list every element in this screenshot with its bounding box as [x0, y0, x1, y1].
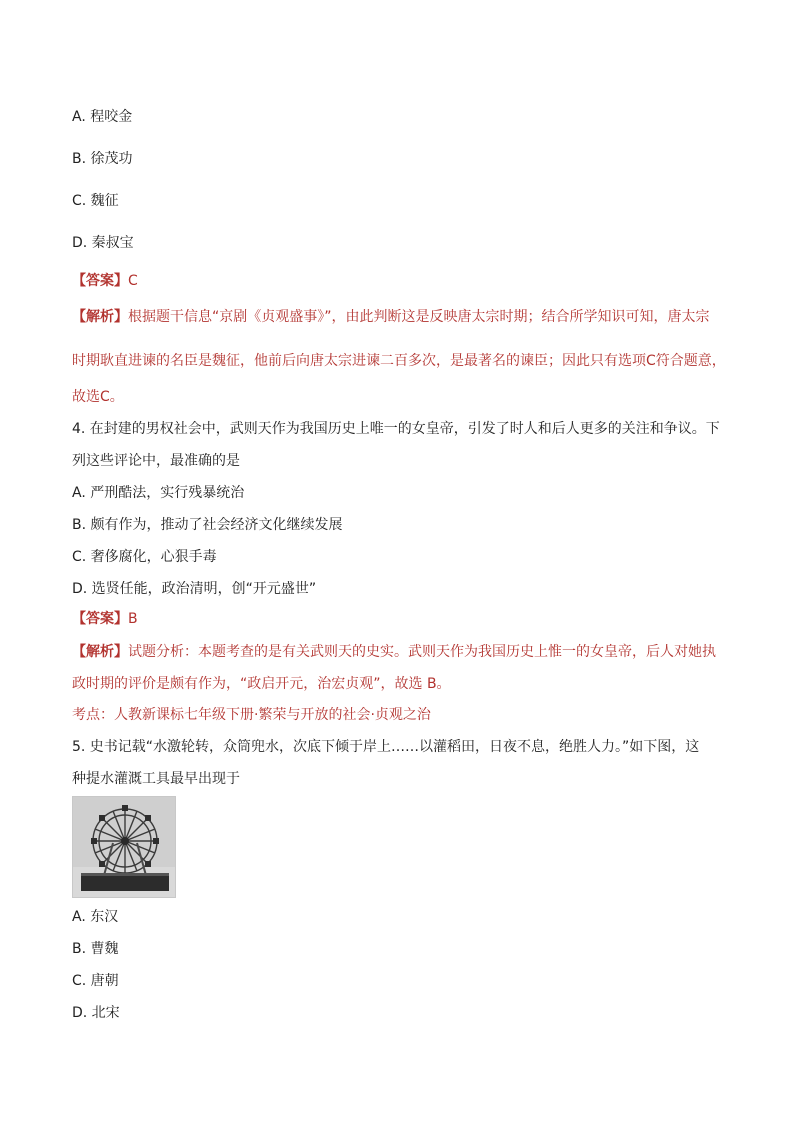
q5-stem-line-1: 5. 史书记载“水激轮转，众筒兜水，次底下倾于岸上……以灌稻田，日夜不息，绝胜人力。”如下图，这 — [72, 739, 700, 755]
q4-option-d: D. 选贤任能，政治清明，创“开元盛世” — [72, 581, 317, 597]
q3-analysis-line-1 — [72, 308, 710, 326]
analysis-label: 【解析】 — [72, 309, 128, 325]
q4-option-c: C. 奢侈腐化，心狠手毒 — [72, 549, 217, 565]
waterwheel-photo — [72, 796, 176, 898]
q3-option-c: C. 魏征 — [72, 193, 119, 209]
q4-point: 考点：人教新课标七年级下册·繁荣与开放的社会·贞观之治 — [72, 707, 431, 723]
analysis-label: 【解析】 — [72, 644, 128, 660]
q4-analysis-line-2: 政时期的评价是颇有作为，“政启开元，治宏贞观”，故选 B。 — [72, 676, 451, 692]
waterwheel-illustration — [73, 797, 175, 897]
q4-stem-line-2: 列这些评论中，最准确的是 — [72, 453, 240, 469]
q5-option-b: B. 曹魏 — [72, 941, 119, 957]
answer-label: 【答案】 — [72, 273, 128, 289]
answer-value: C — [128, 273, 138, 289]
q5-option-c: C. 唐朝 — [72, 973, 119, 989]
answer-value: B — [128, 611, 138, 627]
q5-option-d: D. 北宋 — [72, 1005, 120, 1021]
q3-option-a: A. 程咬金 — [72, 109, 133, 125]
answer-label: 【答案】 — [72, 611, 128, 627]
analysis-text: 试题分析：本题考查的是有关武则天的史实。武则天作为我国历史上惟一的女皇帝，后人对她执 — [128, 644, 716, 660]
q4-option-b: B. 颇有作为，推动了社会经济文化继续发展 — [72, 517, 343, 533]
q4-stem-line-1: 4. 在封建的男权社会中，武则天作为我国历史上唯一的女皇帝，引发了时人和后人更多的关注和争议。下 — [72, 421, 720, 437]
q3-answer — [72, 272, 138, 290]
q4-answer — [72, 610, 138, 628]
q3-option-d: D. 秦叔宝 — [72, 235, 134, 251]
q5-stem-line-2: 种提水灌溉工具最早出现于 — [72, 771, 240, 787]
analysis-text: 根据题干信息“京剧《贞观盛事》”，由此判断这是反映唐太宗时期；结合所学知识可知，唐太宗 — [128, 309, 710, 325]
q5-option-a: A. 东汉 — [72, 909, 119, 925]
q3-analysis-line-2: 时期耿直进谏的名臣是魏征，他前后向唐太宗进谏二百多次，是最著名的谏臣；因此只有选项C符合题意， — [72, 353, 726, 369]
q3-option-b: B. 徐茂功 — [72, 151, 133, 167]
q4-analysis-line-1 — [72, 643, 716, 661]
q4-option-a: A. 严刑酷法，实行残暴统治 — [72, 485, 245, 501]
q3-analysis-line-3: 故选C。 — [72, 389, 124, 405]
